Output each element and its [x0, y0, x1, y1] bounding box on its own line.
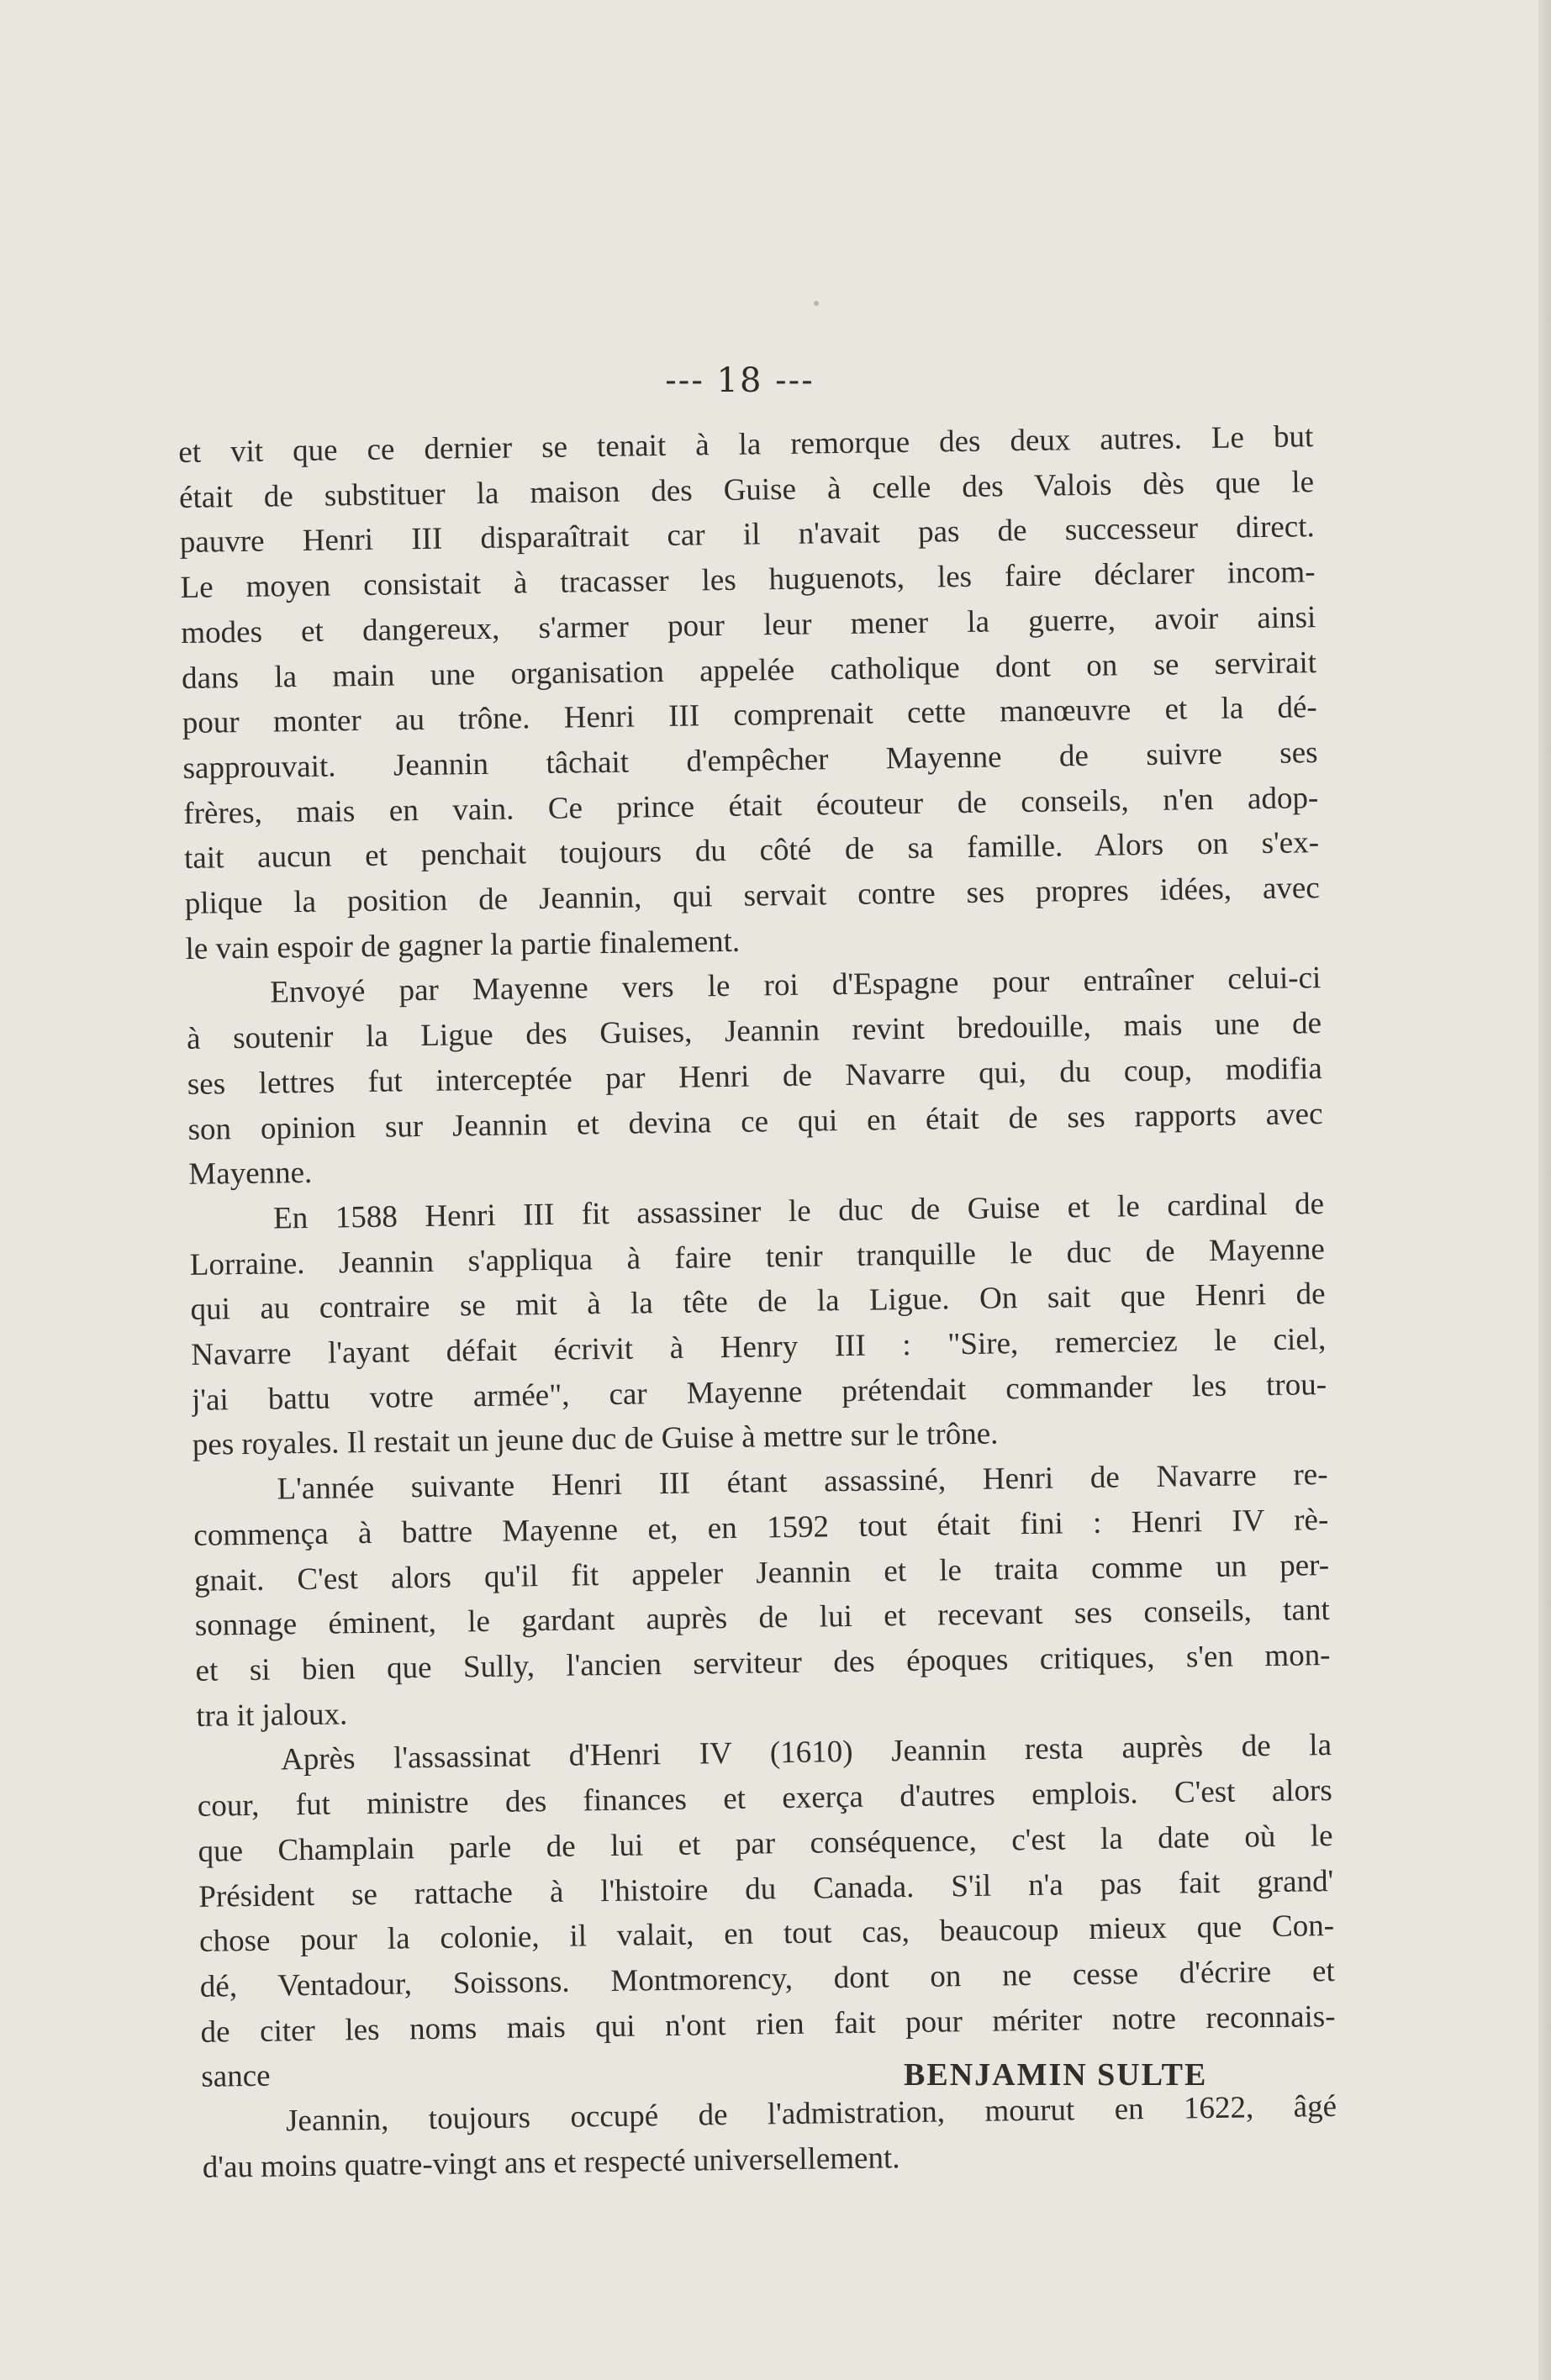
text-line: Lorraine. Jeannin s'appliqua à faire tenir tranquille le duc de Mayenne — [189, 1231, 1326, 1282]
text-line: Navarre l'ayant défait écrivit à Henry III : "Sire, remerciez le ciel, — [191, 1322, 1327, 1372]
text-line: et si bien que Sully, l'ancien serviteur des époques critiques, s'en mon- — [195, 1637, 1331, 1688]
text-line: était de substituer la maison des Guise à celle des Valois dès que le — [178, 464, 1315, 515]
text-line: sapprouvait. Jeannin tâchait d'empêcher Mayenne de suivre ses — [182, 735, 1318, 786]
text-line: que Champlain parle de lui et par conséquence, c'est la date où le — [198, 1818, 1333, 1869]
author-signature: BENJAMIN SULTE — [904, 2057, 1208, 2093]
ink-speck — [814, 301, 819, 306]
page-number: --- 18 --- — [665, 361, 815, 400]
paragraph — [202, 2084, 1337, 2190]
text-line: ses lettres fut interceptée par Henri de Navarre qui, du coup, modifia — [187, 1050, 1323, 1102]
text-line: Jeannin, toujours occupé de l'admistration, mourut en 1622, âgé — [285, 2088, 1337, 2139]
paragraph — [186, 956, 1324, 1198]
text-line: dé, Ventadour, Soissons. Montmorency, dont on ne cesse d'écrire et — [199, 1953, 1336, 2004]
text-line: à soutenir la Ligue des Guises, Jeannin revint bredouille, mais une de — [186, 1006, 1322, 1057]
text-line: tra it jaloux. — [196, 1697, 348, 1734]
paragraph — [178, 414, 1321, 971]
text-line: plique la position de Jeannin, qui servait contre ses propres idées, avec — [184, 871, 1321, 921]
text-line: j'ai battu votre armée", car Mayenne prétendait commander les trou- — [191, 1366, 1327, 1418]
text-line: sonnage éminent, le gardant auprès de lui et recevant ses conseils, tant — [194, 1593, 1331, 1644]
text-line: modes et dangereux, s'armer pour leur mener la guerre, avoir ainsi — [181, 599, 1316, 650]
text-line: En 1588 Henri III fit assassiner le duc de Guise et le cardinal de — [272, 1187, 1325, 1236]
text-line: Envoyé par Mayenne vers le roi d'Espagne pour entraîner celui-ci — [270, 961, 1322, 1010]
paragraph — [189, 1182, 1327, 1468]
text-line: cour, fut ministre des finances et exerça d'autres emplois. C'est alors — [197, 1773, 1333, 1824]
paragraph — [193, 1452, 1331, 1739]
text-line: L'année suivante Henri III étant assassiné, Henri de Navarre re- — [277, 1457, 1328, 1507]
text-line: frères, mais en vain. Ce prince était écouteur de conseils, n'en adop- — [183, 780, 1319, 831]
text-line: Président se rattache à l'histoire du Canada. S'il n'a pas fait grand' — [198, 1863, 1334, 1914]
text-line: et vit que ce dernier se tenait à la remorque des deux autres. Le but — [178, 419, 1314, 470]
text-line: tait aucun et penchait toujours du côté de sa famille. Alors on s'ex- — [183, 825, 1320, 877]
text-line: Après l'assassinat d'Henri IV (1610) Jeannin resta auprès de la — [280, 1728, 1332, 1777]
text-line: pes royales. Il restait un jeune duc de Guise à mettre sur le trône. — [192, 1416, 999, 1463]
text-line: d'au moins quatre-vingt ans et respecté universellement. — [202, 2140, 900, 2185]
text-line: son opinion sur Jeannin et devina ce qui en était de ses rapports avec — [187, 1096, 1323, 1147]
paragraph — [197, 1723, 1337, 2099]
text-line: chose pour la colonie, il valait, en tout cas, beaucoup mieux que Con- — [198, 1909, 1335, 1960]
article-body — [178, 414, 1337, 2190]
text-line: Mayenne. — [188, 1156, 313, 1193]
text-line: qui au contraire se mit à la tête de la Ligue. On sait que Henri de — [190, 1277, 1326, 1328]
text-line: commença à battre Mayenne et, en 1592 tout était fini : Henri IV rè- — [193, 1502, 1329, 1553]
text-line: Le moyen consistait à tracasser les huguenots, les faire déclarer incom- — [180, 555, 1316, 606]
text-line: sance — [201, 2058, 271, 2095]
text-line: pauvre Henri III disparaîtrait car il n'avait pas de successeur direct. — [179, 509, 1316, 561]
text-line: gnait. C'est alors qu'il fit appeler Jeannin et le traita comme un per- — [193, 1547, 1330, 1598]
text-line: pour monter au trône. Henri III comprenait cette manœuvre et la dé- — [182, 690, 1318, 741]
text-line: de citer les noms mais qui n'ont rien fait pour mériter notre reconnais- — [200, 1998, 1336, 2050]
page-edge — [1538, 0, 1551, 2380]
text-line: le vain espoir de gagner la partie finalement. — [185, 924, 741, 966]
text-line: dans la main une organisation appelée catholique dont on se servirait — [181, 645, 1317, 696]
